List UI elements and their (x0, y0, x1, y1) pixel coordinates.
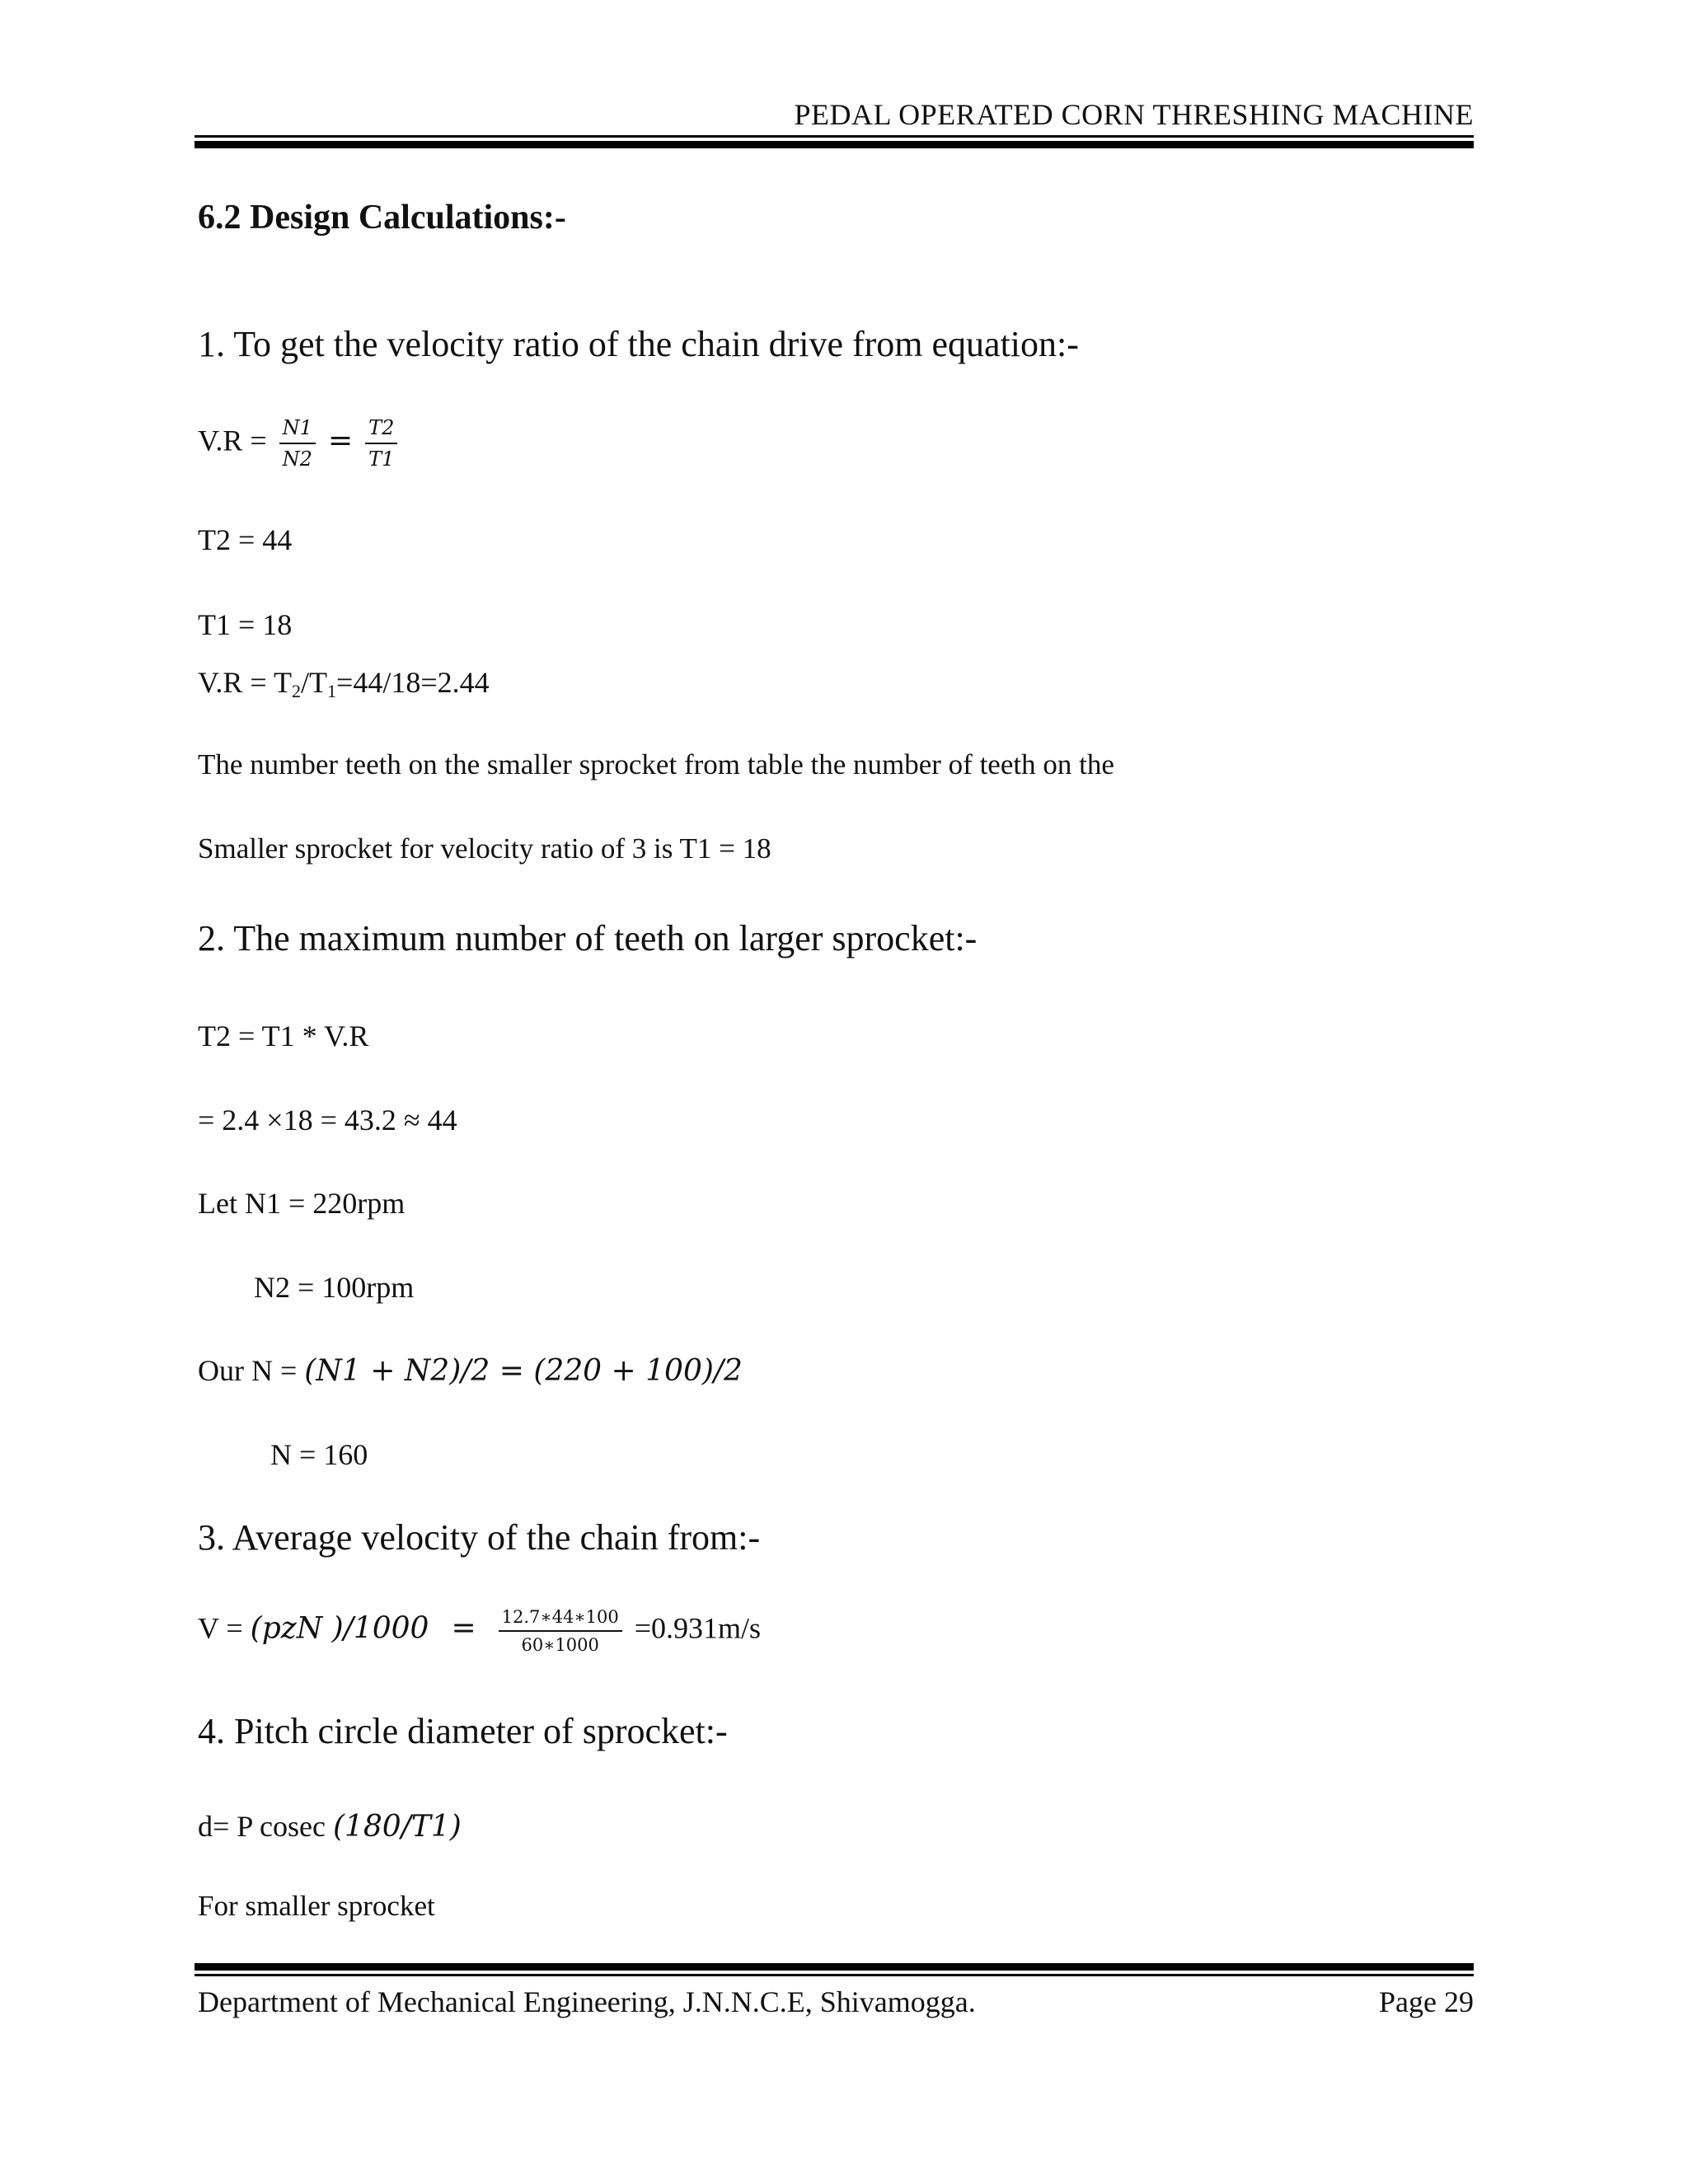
t2-value: T2 = 44 (198, 523, 293, 556)
fraction-n1-n2 (279, 416, 316, 471)
header-rule-thick (195, 141, 1474, 148)
step4-heading: 4. Pitch circle diameter of sprocket:- (198, 1711, 728, 1751)
paragraph-line: The number teeth on the smaller sprocket from table the number of teeth on the (198, 748, 1114, 780)
step1-heading: 1. To get the velocity ratio of the chain drive from equation:- (198, 324, 1079, 364)
vr-result-part: =44/18=2.44 (336, 666, 490, 699)
subscript: 1 (327, 681, 337, 701)
fraction-numerator: T2 (365, 416, 397, 444)
fraction-numerator: N1 (279, 416, 316, 444)
running-header: PEDAL OPERATED CORN THRESHING MACHINE (794, 98, 1474, 131)
equation-line: = 2.4 ×18 = 43.2 ≈ 44 (198, 1104, 457, 1137)
equation-expression: (180/T1) (332, 1810, 462, 1844)
mean-speed-equation (198, 1353, 743, 1388)
n1-value: Let N1 = 220rpm (198, 1187, 406, 1220)
step3-heading: 3. Average velocity of the chain from:- (198, 1517, 761, 1558)
footer-rule-thin (195, 1974, 1474, 1976)
equation-label: d= P cosec (198, 1810, 333, 1843)
equation-expression: (pzN )/1000 (250, 1611, 429, 1646)
fraction-denominator: T1 (368, 448, 395, 471)
vr-result (198, 665, 490, 702)
footer-department: Department of Mechanical Engineering, J.N.N.C.E, Shivamogga. (198, 1985, 976, 2018)
header-rule-thin (195, 135, 1474, 138)
n2-value: N2 = 100rpm (254, 1271, 415, 1304)
subscript: 2 (292, 681, 302, 701)
footer-rule-thick (195, 1963, 1474, 1971)
paragraph-line: Smaller sprocket for velocity ratio of 3 is T1 = 18 (198, 832, 771, 865)
fraction-denominator: N2 (282, 448, 312, 471)
velocity-result: =0.931m/s (634, 1611, 762, 1645)
t1-value: T1 = 18 (198, 608, 293, 641)
equation-expression: (N1 + N2)/2 = (220 + 100)/2 (304, 1354, 743, 1388)
vr-result-part: V.R = T (198, 666, 293, 699)
pitch-diameter-equation (198, 1809, 462, 1844)
equation-label: V = (198, 1611, 251, 1645)
equals-sign: = (327, 424, 354, 458)
velocity-ratio-equation (198, 416, 402, 471)
vr-label: V.R = (198, 424, 267, 457)
step2-heading: 2. The maximum number of teeth on larger sprocket:- (198, 918, 978, 958)
chain-velocity-equation (198, 1607, 761, 1655)
smaller-sprocket-note: For smaller sprocket (198, 1890, 435, 1922)
equation-line: T2 = T1 * V.R (198, 1019, 369, 1052)
section-title: 6.2 Design Calculations:- (198, 199, 566, 237)
equation-label: Our N = (198, 1354, 305, 1387)
vr-result-part: /T (301, 666, 328, 699)
fraction-denominator: 60∗1000 (521, 1635, 599, 1655)
n-value: N = 160 (270, 1438, 368, 1471)
fraction-t2-t1 (365, 416, 397, 471)
fraction-numerator: 12.7∗44∗100 (499, 1607, 622, 1632)
velocity-fraction (499, 1607, 622, 1655)
page-number: Page 29 (1379, 1985, 1474, 2018)
equals-sign: = (451, 1611, 476, 1646)
